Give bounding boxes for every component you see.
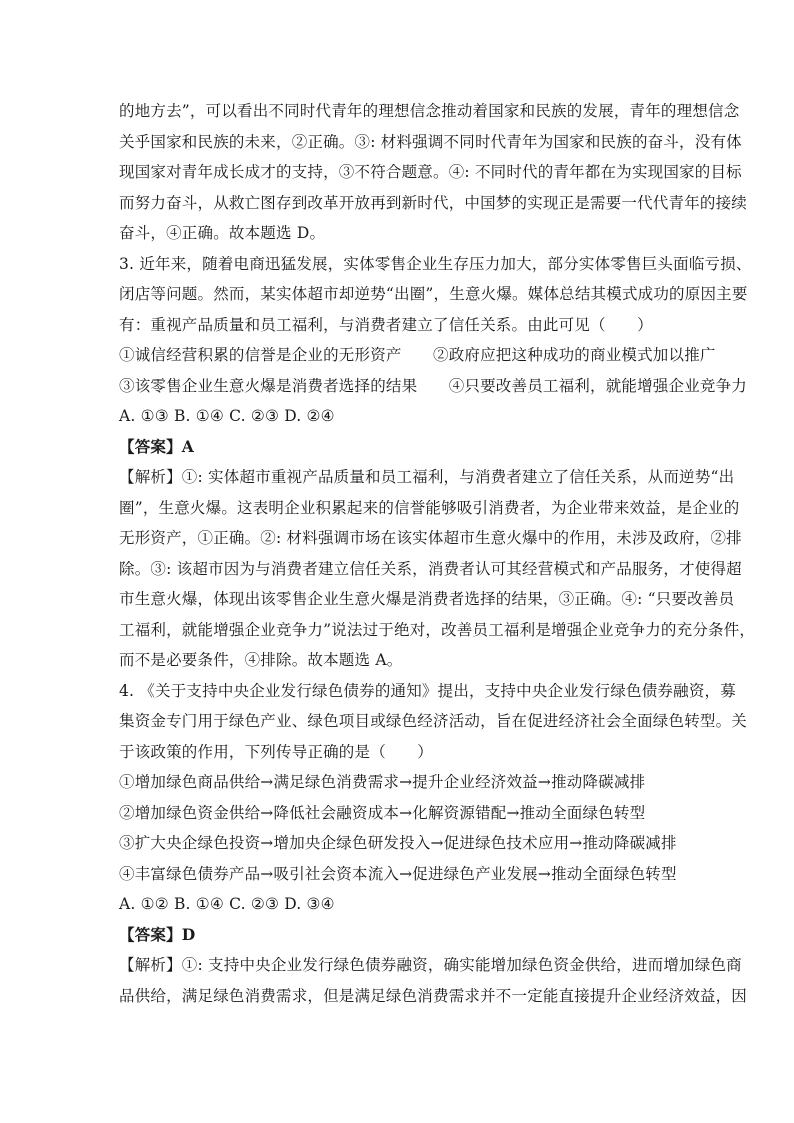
text-line: 现国家对青年成长成才的支持，③不符合题意。④: 不同时代的青年都在为实现国家的目标: [119, 163, 742, 181]
text-line: ①增加绿色商品供给→满足绿色消费需求→提升企业经济效益→推动降碳减排: [119, 773, 646, 791]
text-line: 市生意火爆，体现出该零售企业生意火爆是消费者选择的结果，③正确。④: “只要改善员: [119, 590, 735, 608]
text-line: 而努力奋斗，从救亡图存到改革开放再到新时代，中国梦的实现正是需要一代代青年的接续: [119, 193, 748, 212]
text-line: 集资金专门用于绿色产业、绿色项目或绿色经济活动，旨在促进经济社会全面绿色转型。关: [119, 712, 748, 730]
text-line: A. ①③ B. ①④ C. ②③ D. ②④: [119, 407, 335, 425]
text-line: 【答案】A: [119, 436, 195, 456]
text-line: 圈”，生意火爆。这表明企业积累起来的信誉能够吸引消费者，为企业带来效益，是企业的: [119, 498, 740, 517]
text-line: 【解析】①: 支持中央企业发行绿色债券融资，确实能增加绿色资金供给，进而增加绿色商: [119, 956, 742, 974]
text-line: 【解析】①: 实体超市重视产品质量和员工福利，与消费者建立了信任关系，从而逆势“出: [119, 468, 735, 486]
text-line: 工福利，就能增强企业竞争力”说法过于绝对，改善员工福利是增强企业竞争力的充分条件，: [119, 620, 756, 639]
text-line: ③该零售企业生意火爆是消费者选择的结果 ④只要改善员工福利，就能增强企业竞争力: [119, 376, 748, 395]
document-page: [119, 96, 756, 1011]
text-line: 的地方去”，可以看出不同时代青年的理想信念推动着国家和民族的发展，青年的理想信念: [119, 102, 740, 120]
text-line: 闭店等问题。然而，某实体超市却逆势“出圈”，生意火爆。媒体总结其模式成功的原因主要: [119, 285, 748, 303]
text-line: 而不是必要条件，④排除。故本题选 A。: [119, 651, 403, 669]
text-line: 4. 《关于支持中央企业发行绿色债券的通知》提出，支持中央企业发行绿色债券融资，募: [119, 681, 736, 700]
text-line: 【答案】D: [119, 924, 196, 944]
text-line: ④丰富绿色债券产品→吸引社会资本流入→促进绿色产业发展→推动全面绿色转型: [119, 864, 677, 883]
text-line: 关乎国家和民族的未来，②正确。③: 材料强调不同时代青年为国家和民族的奋斗，没有体: [119, 132, 742, 151]
text-line: 除。③: 该超市因为与消费者建立信任关系，消费者认可其经营模式和产品服务，才使得超: [119, 559, 742, 578]
text-line: 奋斗，④正确。故本题选 D。: [119, 224, 326, 242]
text-line: 有：重视产品质量和员工福利，与消费者建立了信任关系。由此可见（ ）: [119, 315, 653, 334]
text-line: ②增加绿色资金供给→降低社会融资成本→化解资源错配→推动全面绿色转型: [119, 803, 646, 822]
text-line: 于该政策的作用，下列传导正确的是（ ）: [119, 742, 434, 761]
text-line: A. ①② B. ①④ C. ②③ D. ③④: [119, 895, 335, 913]
text-line: 3. 近年来，随着电商迅猛发展，实体零售企业生存压力加大，部分实体零售巨头面临亏损、: [119, 254, 752, 273]
text-line: 无形资产，①正确。②: 材料强调市场在该实体超市生意火爆中的作用，未涉及政府，②排: [119, 529, 742, 547]
text-line: ①诚信经营积累的信誉是企业的无形资产 ②政府应把这种成功的商业模式加以推广: [119, 346, 716, 364]
text-line: 品供给，满足绿色消费需求，但是满足绿色消费需求并不一定能直接提升企业经济效益，因: [119, 986, 748, 1005]
text-line: ③扩大央企绿色投资→增加央企绿色研发投入→促进绿色技术应用→推动降碳减排: [119, 834, 677, 852]
